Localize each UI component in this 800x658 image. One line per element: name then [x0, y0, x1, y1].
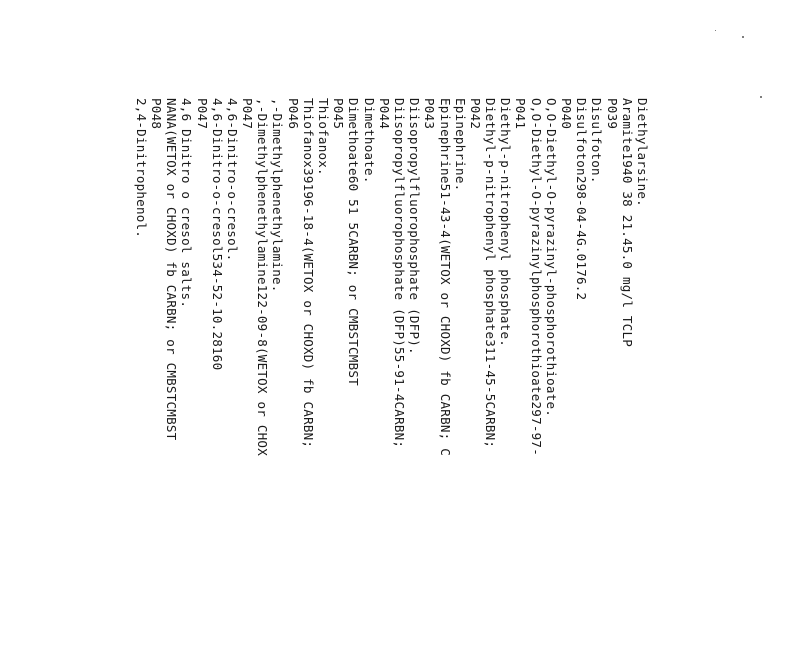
text-line: Disulfoton. [589, 98, 605, 184]
text-line: Dimethoate. [361, 98, 377, 184]
text-line: Epinephrine. [452, 98, 468, 192]
text-line: Diisopropylfluorophosphate (DFP)55-91-4CARBN; [392, 98, 407, 449]
text-line: Aramite1940 38 21.45.0 mg/l TCLP [619, 98, 635, 348]
scan-speck [742, 36, 744, 38]
text-line: ,-Dimethylphenethylamine. [270, 98, 286, 293]
text-line: NANA(WETOX or CHOXD) fb CARBN; or CMBSTCMBST [164, 98, 180, 441]
text-line: P043 [422, 98, 438, 130]
text-line: P040 [559, 98, 575, 130]
text-line: P048 [149, 98, 164, 130]
text-line: P046 [285, 98, 301, 130]
text-line: ,-Dimethylphenethylamine122-09-8(WETOX or CHOX [255, 98, 271, 456]
text-line: P044 [376, 98, 392, 130]
text-line: Thiofanox39196-18-4(WETOX or CHOXD) fb CARBN; [300, 98, 316, 449]
text-line: 2,4-Dinitrophenol. [133, 98, 149, 239]
text-line: Disulfoton298-04-4G.0176.2 [574, 98, 590, 301]
text-line: P047 [240, 98, 256, 130]
text-line: 4,6-Dinitro-o-cresol534-52-10.28160 [209, 98, 225, 371]
text-line: P042 [467, 98, 483, 130]
text-line: Diethylarsine. [635, 98, 650, 207]
text-line: Diethyl-p-nitrophenyl phosphate311-45-5CARBN; [483, 98, 499, 449]
text-line: P041 [513, 98, 529, 130]
rotated-text-block [134, 98, 650, 658]
text-line: Diisopropylfluorophosphate (DFP). [407, 98, 423, 355]
scan-speck [760, 96, 762, 98]
text-line: Dimethoate60 51 5CARBN; or CMBSTCMBST [346, 98, 362, 386]
text-line: O,O-Diethyl-O-pyrazinylphosphorothioate297-97- [528, 98, 544, 456]
text-line: P047 [194, 98, 210, 130]
text-line: O,O-Diethyl-O-pyrazinyl-phosphorothioate. [543, 98, 559, 418]
text-line: P045 [331, 98, 347, 130]
text-line: Thiofanox. [316, 98, 332, 176]
text-line: Diethyl-p-nitrophenyl phosphate. [498, 98, 514, 348]
text-line: P039 [604, 98, 620, 130]
scan-speck [715, 30, 716, 31]
text-line: 4,6-Dinitro-o-cresol. [224, 98, 240, 262]
text-line: Epinephrine51-43-4(WETOX or CHOXD) fb CARBN; C [437, 98, 453, 456]
text-line: 4,6 Dinitro o cresol salts. [179, 98, 195, 309]
